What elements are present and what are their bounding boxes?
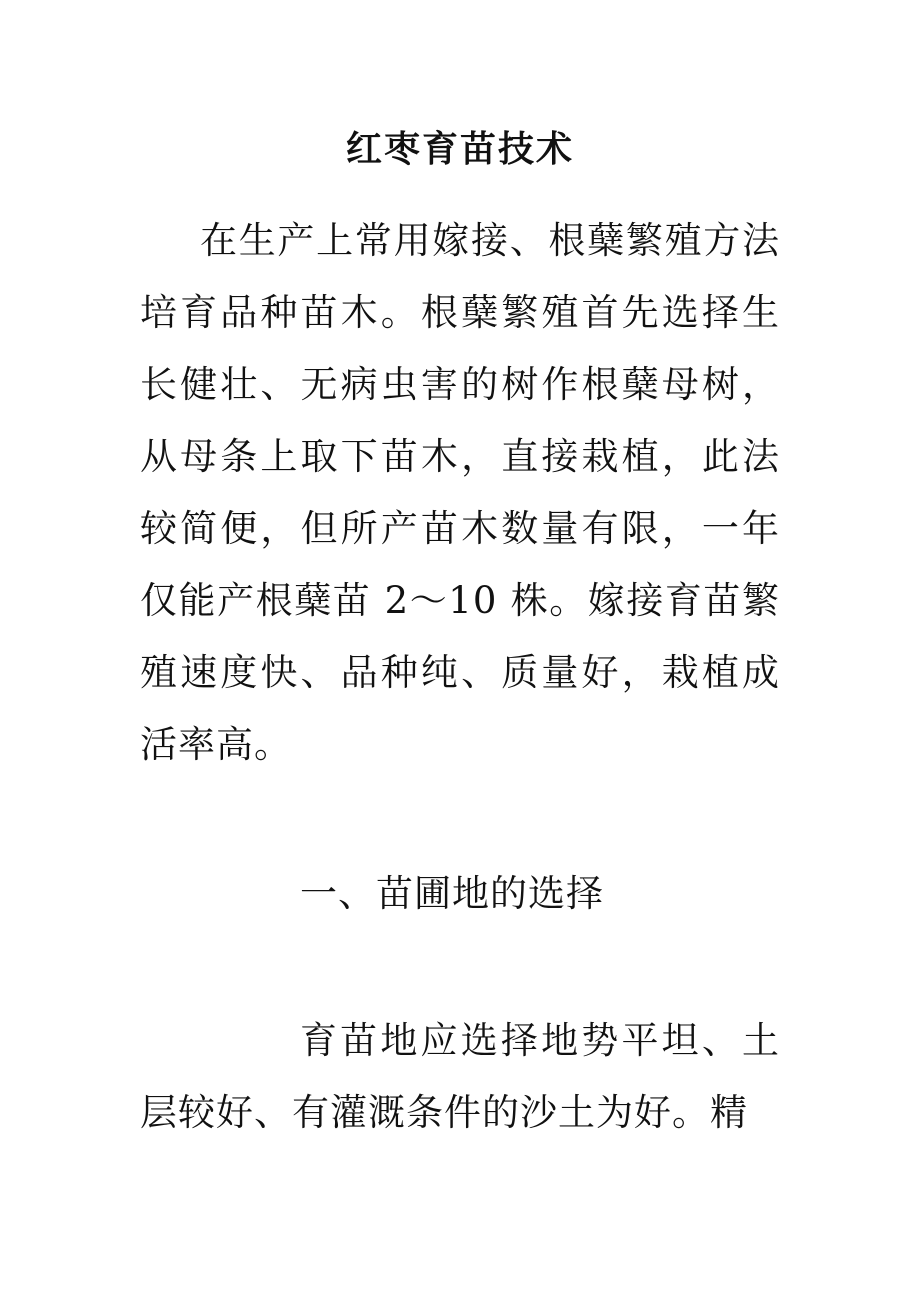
intro-paragraph: 在生产上常用嫁接、根蘖繁殖方法培育品种苗木。根蘖繁殖首先选择生长健壮、无病虫害的树作根蘖母树，从母条上取下苗木，直接栽植，此法较简便，但所产苗木数量有限，一年仅能产根蘖苗 2～10 株。嫁接育苗繁殖速度快、品种纯、质量好，栽植成活率高。 <box>140 219 780 766</box>
document-title: 红枣育苗技术 <box>345 128 574 170</box>
section-paragraph-nursery-site: 育苗地应选择地势平坦、土层较好、有灌溉条件的沙土为好。精 <box>140 1019 780 1134</box>
section-heading-nursery-site: 一、苗圃地的选择 <box>300 872 604 915</box>
